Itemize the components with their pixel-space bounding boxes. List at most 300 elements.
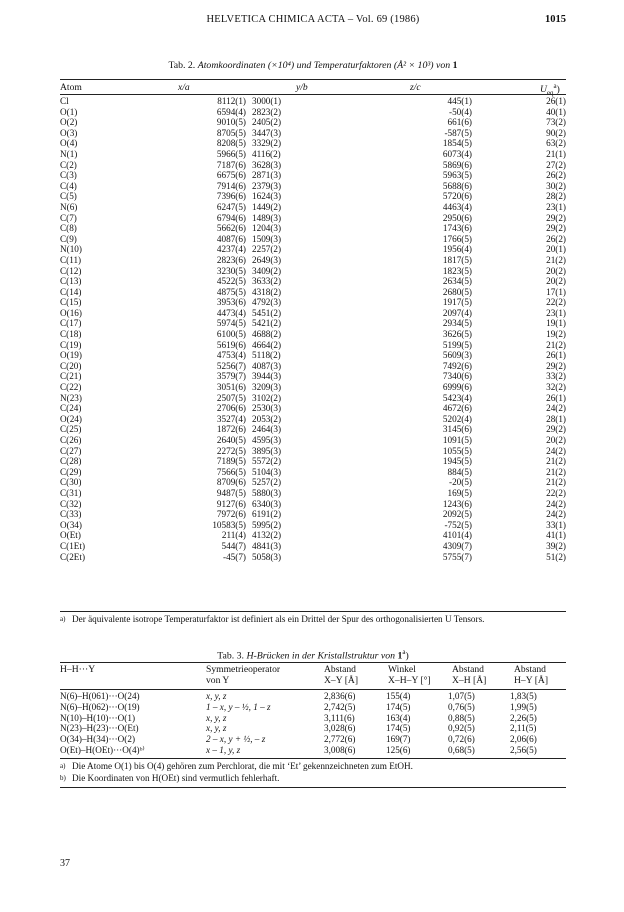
x-cell: 8705(5) <box>216 127 246 138</box>
u-cell: 21(2) <box>546 456 566 467</box>
z-cell: 5202(4) <box>442 413 472 424</box>
table-row <box>60 297 566 308</box>
y-cell: 4595(3) <box>252 435 282 445</box>
x-cell: 5974(5) <box>216 318 246 329</box>
table-row <box>60 713 566 724</box>
table-row <box>60 403 566 414</box>
table-row <box>60 191 566 202</box>
x-cell: 4087(6) <box>216 233 246 244</box>
z-cell: 5688(6) <box>442 180 472 191</box>
u-cell: 26(1) <box>546 392 566 403</box>
y-cell: 1449(2) <box>252 201 282 212</box>
y-cell: 2405(2) <box>252 117 282 128</box>
z-cell: 2634(5) <box>442 276 472 287</box>
x-cell: -45(7) <box>223 551 246 562</box>
angle-cell: 163(4) <box>386 712 411 723</box>
z-cell: 1766(5) <box>442 233 472 244</box>
y-cell: 3895(3) <box>252 445 282 456</box>
table3-header-bond: H–H···Y <box>60 664 96 675</box>
z-cell: 2092(5) <box>442 509 472 520</box>
z-cell: 7340(6) <box>442 371 472 382</box>
y-cell: 5058(3) <box>252 551 282 562</box>
z-cell: 5963(5) <box>442 170 472 181</box>
z-cell: -50(4) <box>449 106 472 117</box>
bond-cell: O(Et)–H(OEt)···O(4)ᵇ⁾ <box>60 744 145 755</box>
x-cell: 9487(5) <box>216 487 246 498</box>
bond-cell: N(23)–H(23)···O(Et) <box>60 723 139 734</box>
u-cell: 19(2) <box>546 329 566 340</box>
x-cell: 2823(6) <box>216 254 246 265</box>
x-cell: 9127(6) <box>216 498 246 509</box>
u-cell: 30(2) <box>546 180 566 191</box>
u-cell: 63(2) <box>546 138 566 149</box>
hydrogen-bonds-table <box>60 691 566 756</box>
y-cell: 4688(2) <box>252 329 282 340</box>
table-row <box>60 223 566 234</box>
z-cell: 5869(6) <box>442 159 472 170</box>
table-row <box>60 213 566 224</box>
table3-header-symop: Symmetrieoperator von Y <box>206 664 281 686</box>
hy-distance-cell: 2,56(5) <box>510 744 537 755</box>
x-cell: 5619(6) <box>216 339 246 350</box>
z-cell: 3626(5) <box>442 329 472 340</box>
x-cell: 3953(6) <box>216 297 246 308</box>
table-row <box>60 414 566 425</box>
symop-cell: x – 1, y, z <box>206 744 241 755</box>
y-cell: 4792(3) <box>252 297 282 308</box>
x-cell: 6594(4) <box>216 106 246 117</box>
z-cell: 4309(7) <box>442 540 472 551</box>
z-cell: 2950(6) <box>442 212 472 223</box>
atom-cell: C(13) <box>60 276 82 287</box>
atom-cell: C(27) <box>60 445 82 456</box>
running-head <box>60 14 566 28</box>
y-cell: 1509(3) <box>252 233 282 244</box>
z-cell: 3145(6) <box>442 424 472 435</box>
u-cell: 26(1) <box>546 96 566 106</box>
xy-distance-cell: 3,028(6) <box>324 723 356 734</box>
table-row <box>60 361 566 372</box>
atom-cell: C(20) <box>60 360 82 371</box>
x-cell: 6100(5) <box>216 329 246 340</box>
u-cell: 20(2) <box>546 276 566 287</box>
table-row <box>60 530 566 541</box>
xy-distance-cell: 3,008(6) <box>324 744 356 755</box>
x-cell: 4753(4) <box>216 350 246 361</box>
table-row <box>60 467 566 478</box>
y-cell: 3628(3) <box>252 159 282 170</box>
atom-cell: N(1) <box>60 148 78 159</box>
table-row <box>60 234 566 245</box>
x-cell: 9010(5) <box>216 117 246 128</box>
atom-cell: Cl <box>60 96 69 106</box>
table-row <box>60 552 566 563</box>
table3-header-xy: Abstand X–Y [Å] <box>324 664 359 686</box>
atom-cell: C(17) <box>60 318 82 329</box>
angle-cell: 155(4) <box>386 691 411 701</box>
y-cell: 2823(2) <box>252 106 282 117</box>
x-cell: 10583(5) <box>212 519 246 530</box>
z-cell: 6999(6) <box>442 382 472 393</box>
table2-bottom-rule <box>60 611 566 612</box>
table2-header-x: x/a <box>178 82 190 93</box>
y-cell: 5104(3) <box>252 466 282 477</box>
table-row <box>60 477 566 488</box>
hy-distance-cell: 1,99(5) <box>510 701 537 712</box>
u-cell: 20(2) <box>546 265 566 276</box>
y-cell: 5880(3) <box>252 487 282 498</box>
atom-cell: C(8) <box>60 223 77 234</box>
y-cell: 2464(3) <box>252 424 282 435</box>
table-row <box>60 138 566 149</box>
x-cell: 1872(6) <box>216 424 246 435</box>
xy-distance-cell: 3,111(6) <box>324 712 355 723</box>
x-cell: 2507(5) <box>216 392 246 403</box>
y-cell: 4841(3) <box>252 540 282 551</box>
xy-distance-cell: 2,836(6) <box>324 691 356 701</box>
table-row <box>60 745 566 756</box>
u-cell: 33(1) <box>546 519 566 530</box>
x-cell: 8208(5) <box>216 138 246 149</box>
u-cell: 23(1) <box>546 307 566 318</box>
hy-distance-cell: 2,26(5) <box>510 712 537 723</box>
table-row <box>60 499 566 510</box>
table2-caption-prefix: Tab. 2. <box>168 60 196 71</box>
y-cell: 4116(2) <box>252 148 281 159</box>
y-cell: 3633(2) <box>252 276 282 287</box>
y-cell: 4132(2) <box>252 530 282 541</box>
table-row <box>60 456 566 467</box>
table-row <box>60 329 566 340</box>
table-row <box>60 308 566 319</box>
x-cell: 211(4) <box>221 530 246 541</box>
u-cell: 33(2) <box>546 371 566 382</box>
u-cell: 24(2) <box>546 403 566 414</box>
z-cell: 4101(4) <box>442 530 472 541</box>
atom-cell: C(33) <box>60 509 82 520</box>
u-cell: 21(2) <box>546 339 566 350</box>
table-row <box>60 128 566 139</box>
table-row <box>60 287 566 298</box>
atom-cell: C(30) <box>60 477 82 488</box>
table2-header-u: $U_{eq}^a$) <box>540 82 560 98</box>
y-cell: 5118(2) <box>252 350 281 361</box>
u-cell: 22(2) <box>546 297 566 308</box>
y-cell: 5257(2) <box>252 477 282 488</box>
table-row <box>60 340 566 351</box>
atom-cell: C(2Et) <box>60 551 86 562</box>
table-row <box>60 541 566 552</box>
u-cell: 29(2) <box>546 424 566 435</box>
z-cell: 5720(6) <box>442 191 472 202</box>
z-cell: 4463(4) <box>442 201 472 212</box>
table2-caption <box>60 60 566 71</box>
table3-caption: Tab. 3. H-Brücken in der Kristallstruktur von 1$^a$) <box>217 648 409 662</box>
z-cell: 1055(5) <box>442 445 472 456</box>
y-cell: 5421(2) <box>252 318 282 329</box>
x-cell: 6247(5) <box>216 201 246 212</box>
z-cell: -20(5) <box>449 477 472 488</box>
bond-cell: N(6)–H(061)···O(24) <box>60 691 140 701</box>
xh-distance-cell: 1,07(5) <box>448 691 475 701</box>
symop-cell: 1 – x, y – ½, 1 – z <box>206 701 271 712</box>
atom-cell: O(1) <box>60 106 78 117</box>
atom-cell: C(14) <box>60 286 82 297</box>
atom-cell: O(24) <box>60 413 82 424</box>
z-cell: 1817(5) <box>442 254 472 265</box>
y-cell: 2379(3) <box>252 180 282 191</box>
u-cell: 19(1) <box>546 318 566 329</box>
x-cell: 7914(6) <box>216 180 246 191</box>
y-cell: 5451(2) <box>252 307 282 318</box>
u-cell: 21(2) <box>546 254 566 265</box>
table3-footnote-a: a) Die Atome O(1) bis O(4) gehören zum Perchlorat, die mit ‘Et’ gekennzeichneten zum EtOH. <box>60 761 413 771</box>
table-row <box>60 382 566 393</box>
z-cell: 5755(7) <box>442 551 472 562</box>
y-cell: 3329(2) <box>252 138 282 149</box>
y-cell: 3944(3) <box>252 371 282 382</box>
atom-cell: O(3) <box>60 127 78 138</box>
atom-cell: C(3) <box>60 170 77 181</box>
table2-header-atom: Atom <box>60 82 82 93</box>
x-cell: 7566(5) <box>216 466 246 477</box>
angle-cell: 174(5) <box>386 701 411 712</box>
y-cell: 3209(3) <box>252 382 282 393</box>
x-cell: 8709(6) <box>216 477 246 488</box>
x-cell: 3051(6) <box>216 382 246 393</box>
symop-cell: x, y, z <box>206 691 227 701</box>
angle-cell: 169(7) <box>386 734 411 745</box>
x-cell: 4473(4) <box>216 307 246 318</box>
x-cell: 5662(6) <box>216 223 246 234</box>
table-row <box>60 107 566 118</box>
table-row <box>60 318 566 329</box>
y-cell: 3447(3) <box>252 127 282 138</box>
z-cell: -752(5) <box>444 519 472 530</box>
u-cell: 24(2) <box>546 445 566 456</box>
atom-cell: C(22) <box>60 382 82 393</box>
y-cell: 1489(3) <box>252 212 282 223</box>
table2-caption-compound: 1 <box>452 60 458 71</box>
y-cell: 3102(2) <box>252 392 282 403</box>
x-cell: 7972(6) <box>216 509 246 520</box>
bond-cell: N(6)–H(062)···O(19) <box>60 701 140 712</box>
x-cell: 2706(6) <box>216 403 246 414</box>
u-cell: 17(1) <box>546 286 566 297</box>
u-cell: 21(2) <box>546 477 566 488</box>
table2-top-rule <box>60 79 566 80</box>
atom-cell: C(19) <box>60 339 82 350</box>
y-cell: 5995(2) <box>252 519 282 530</box>
u-cell: 29(2) <box>546 212 566 223</box>
z-cell: 5199(5) <box>442 339 472 350</box>
table-row <box>60 170 566 181</box>
x-cell: 3527(4) <box>216 413 246 424</box>
atom-coordinates-table <box>60 96 566 562</box>
atom-cell: C(21) <box>60 371 82 382</box>
table-row <box>60 424 566 435</box>
table3-bottom-rule <box>60 758 566 759</box>
z-cell: 1091(5) <box>442 435 472 445</box>
y-cell: 2053(2) <box>252 413 282 424</box>
journal-title: HELVETICA CHIMICA ACTA – Vol. 69 (1986) <box>206 14 420 25</box>
x-cell: 4522(5) <box>216 276 246 287</box>
atom-cell: C(25) <box>60 424 82 435</box>
atom-cell: C(11) <box>60 254 82 265</box>
u-cell: 40(1) <box>546 106 566 117</box>
footnote-mark: a) <box>60 615 66 623</box>
u-cell: 20(1) <box>546 244 566 255</box>
z-cell: 2680(5) <box>442 286 472 297</box>
y-cell: 1624(3) <box>252 191 282 202</box>
atom-cell: N(23) <box>60 392 82 403</box>
xh-distance-cell: 0,72(6) <box>448 734 475 745</box>
z-cell: 7492(6) <box>442 360 472 371</box>
atom-cell: C(31) <box>60 487 82 498</box>
bond-cell: O(34)–H(34)···O(2) <box>60 734 136 745</box>
atom-cell: O(4) <box>60 138 78 149</box>
atom-cell: C(18) <box>60 329 82 340</box>
u-cell: 51(2) <box>546 551 566 562</box>
y-cell: 2530(3) <box>252 403 282 414</box>
z-cell: 1743(6) <box>442 223 472 234</box>
u-cell: 26(2) <box>546 233 566 244</box>
x-cell: 3579(7) <box>216 371 246 382</box>
atom-cell: C(32) <box>60 498 82 509</box>
x-cell: 8112(1) <box>217 96 246 106</box>
z-cell: 5609(3) <box>442 350 472 361</box>
y-cell: 3000(1) <box>252 96 282 106</box>
y-cell: 4087(3) <box>252 360 282 371</box>
u-cell: 23(1) <box>546 201 566 212</box>
u-cell: 27(2) <box>546 159 566 170</box>
xh-distance-cell: 0,92(5) <box>448 723 475 734</box>
z-cell: 2934(5) <box>442 318 472 329</box>
hy-distance-cell: 1,83(5) <box>510 691 537 701</box>
table2-footnote <box>60 614 566 625</box>
u-cell: 73(2) <box>546 117 566 128</box>
table-row <box>60 181 566 192</box>
atom-cell: C(29) <box>60 466 82 477</box>
z-cell: 169(5) <box>447 487 472 498</box>
z-cell: 1243(6) <box>442 498 472 509</box>
atom-cell: C(28) <box>60 456 82 467</box>
table-row <box>60 276 566 287</box>
u-cell: 24(2) <box>546 509 566 520</box>
atom-cell: O(34) <box>60 519 82 530</box>
y-cell: 2257(2) <box>252 244 282 255</box>
table-row <box>60 488 566 499</box>
atom-cell: O(19) <box>60 350 82 361</box>
x-cell: 2272(5) <box>216 445 246 456</box>
x-cell: 7187(6) <box>216 159 246 170</box>
table-row <box>60 435 566 446</box>
z-cell: 1854(5) <box>442 138 472 149</box>
table2-header-y: y/b <box>296 82 308 93</box>
table-row <box>60 509 566 520</box>
atom-cell: C(4) <box>60 180 77 191</box>
table-row <box>60 393 566 404</box>
hy-distance-cell: 2,11(5) <box>510 723 537 734</box>
x-cell: 7189(5) <box>216 456 246 467</box>
symop-cell: 2 – x, y + ½, – z <box>206 734 266 745</box>
u-cell: 28(2) <box>546 191 566 202</box>
xh-distance-cell: 0,88(5) <box>448 712 475 723</box>
page-number: 1015 <box>545 14 566 25</box>
u-cell: 26(1) <box>546 350 566 361</box>
table2-caption-title: Atomkoordinaten (×10⁴) und Temperaturfaktoren (Å² × 10³) von <box>197 60 451 71</box>
table3-footnote-rule <box>60 787 566 788</box>
atom-cell: O(2) <box>60 117 78 128</box>
table-row <box>60 734 566 745</box>
z-cell: 1823(5) <box>442 265 472 276</box>
xh-distance-cell: 0,68(5) <box>448 744 475 755</box>
x-cell: 6675(6) <box>216 170 246 181</box>
table-row <box>60 117 566 128</box>
y-cell: 1204(3) <box>252 223 282 234</box>
table3-header-angle: Winkel X–H–Y [°] <box>388 664 431 686</box>
x-cell: 5256(7) <box>216 360 246 371</box>
atom-cell: C(2) <box>60 159 77 170</box>
x-cell: 3230(5) <box>216 265 246 276</box>
table3-header-hy: Abstand H–Y [Å] <box>514 664 549 686</box>
x-cell: 4237(4) <box>216 244 246 255</box>
u-cell: 90(2) <box>546 127 566 138</box>
u-cell: 41(1) <box>546 530 566 541</box>
u-cell: 24(2) <box>546 498 566 509</box>
z-cell: 1945(5) <box>442 456 472 467</box>
x-cell: 7396(6) <box>216 191 246 202</box>
table-row <box>60 160 566 171</box>
table2-header-rule <box>60 94 566 95</box>
x-cell: 6794(6) <box>216 212 246 223</box>
symop-cell: x, y, z <box>206 723 227 734</box>
atom-cell: C(15) <box>60 297 82 308</box>
z-cell: 445(1) <box>447 96 472 106</box>
xh-distance-cell: 0,76(5) <box>448 701 475 712</box>
z-cell: 2097(4) <box>442 307 472 318</box>
atom-cell: C(24) <box>60 403 82 414</box>
u-cell: 39(2) <box>546 540 566 551</box>
z-cell: 6073(4) <box>442 148 472 159</box>
folio-number: 37 <box>60 858 70 869</box>
z-cell: 1956(4) <box>442 244 472 255</box>
table-row <box>60 149 566 160</box>
table-row <box>60 350 566 361</box>
atom-cell: C(5) <box>60 191 77 202</box>
z-cell: 5423(4) <box>442 392 472 403</box>
y-cell: 3409(2) <box>252 265 282 276</box>
atom-cell: C(9) <box>60 233 77 244</box>
table3-top-rule <box>60 662 566 663</box>
u-cell: 21(2) <box>546 466 566 477</box>
y-cell: 2871(3) <box>252 170 282 181</box>
atom-cell: C(26) <box>60 435 82 445</box>
symop-cell: x, y, z <box>206 712 227 723</box>
z-cell: 4672(6) <box>442 403 472 414</box>
z-cell: -587(5) <box>444 127 472 138</box>
z-cell: 661(6) <box>447 117 472 128</box>
u-cell: 22(2) <box>546 487 566 498</box>
atom-cell: O(Et) <box>60 530 81 541</box>
atom-cell: N(10) <box>60 244 82 255</box>
table-row <box>60 266 566 277</box>
x-cell: 544(7) <box>221 540 246 551</box>
table-row <box>60 723 566 734</box>
table-row <box>60 446 566 457</box>
table3-header-xh: Abstand X–H [Å] <box>452 664 487 686</box>
z-cell: 884(5) <box>447 466 472 477</box>
